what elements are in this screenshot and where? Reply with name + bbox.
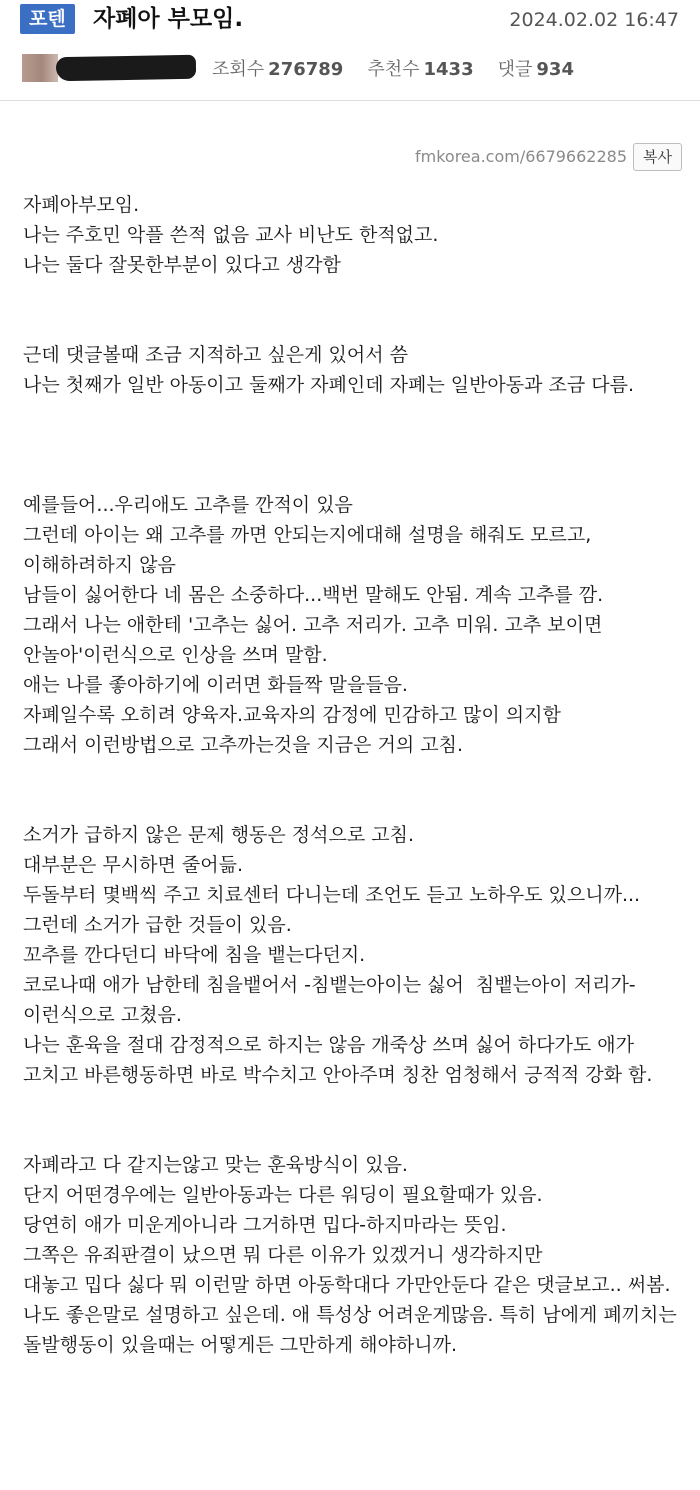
post-meta xyxy=(0,48,700,92)
blank-line xyxy=(23,460,693,490)
comments-stat[interactable] xyxy=(498,59,574,80)
body-line: 자폐라고 다 같지는않고 맞는 훈육방식이 있음. xyxy=(23,1154,408,1176)
post-content xyxy=(23,190,693,1360)
body-line: 나는 둘다 잘못한부분이 있다고 생각함 xyxy=(23,254,341,276)
category-badge[interactable]: 포텐 xyxy=(20,4,75,34)
body-line: 꼬추를 깐다던디 바닥에 침을 뱉는다던지. xyxy=(23,944,366,966)
body-line: 애는 나를 좋아하기에 이러면 화들짝 말을들음. xyxy=(23,674,408,696)
recommends-label: 추천수 xyxy=(367,59,420,80)
blank-line xyxy=(23,280,693,310)
body-line: 자폐일수록 오히려 양육자.교육자의 감정에 민감하고 많이 의지함 xyxy=(23,704,561,726)
views-label: 조회수 xyxy=(212,59,265,80)
post-title: 자폐아 부모임. xyxy=(93,6,244,32)
body-line: 대부분은 무시하면 줄어듦. xyxy=(23,854,244,876)
post-date: 2024.02.02 16:47 xyxy=(509,9,679,31)
body-line: 두돌부터 몇백씩 주고 치료센터 다니는데 조언도 듣고 노하우도 있으니까... xyxy=(23,884,641,906)
body-line: 나는 첫째가 일반 아동이고 둘째가 자폐인데 자폐는 일반아동과 조금 다름. xyxy=(23,374,635,396)
comments-count: 934 xyxy=(536,59,574,80)
body-line: 나는 훈육을 절대 감정적으로 하지는 않음 개죽상 쓰며 싫어 하다가도 애가 고치고 바른행동하면 바로 박수치고 안아주며 칭찬 엄청해서 긍적적 강화 함. xyxy=(23,1034,653,1086)
blank-line xyxy=(23,760,693,790)
body-line: 그래서 나는 애한테 '고추는 싫어. 고추 저리가. 고추 미워. 고추 보이면 안놀아'이런식으로 인상을 쓰며 말함. xyxy=(23,614,609,666)
blank-line xyxy=(23,310,693,340)
header-divider xyxy=(0,100,700,101)
blank-line xyxy=(23,790,693,820)
post-stats xyxy=(212,56,598,84)
post-header xyxy=(0,0,700,44)
comments-label: 댓글 xyxy=(497,59,533,80)
body-line: 나도 좋은말로 설명하고 싶은데. 애 특성상 어려운게많음. 특히 남에게 폐끼치는 돌발행동이 있을때는 어떻게든 그만하게 해야하니까. xyxy=(23,1304,683,1356)
body-line: 남들이 싫어한다 네 몸은 소중하다...백번 말해도 안됨. 계속 고추를 깜. xyxy=(23,584,604,606)
body-line: 나는 주호민 악플 쓴적 없음 교사 비난도 한적없고. xyxy=(23,224,439,246)
body-line: 그쪽은 유죄판결이 났으면 뭐 다른 이유가 있겠거니 생각하지만 xyxy=(23,1244,543,1266)
permalink-url[interactable]: fmkorea.com/6679662285 xyxy=(414,147,628,166)
views-stat xyxy=(212,59,343,80)
views-count: 276789 xyxy=(268,59,344,80)
avatar[interactable] xyxy=(22,54,58,82)
body-line: 그래서 이런방법으로 고추까는것을 지금은 거의 고침. xyxy=(23,734,464,756)
author-name-redacted xyxy=(56,55,196,81)
body-line: 자폐아부모임. xyxy=(23,194,140,216)
permalink-row xyxy=(415,143,682,173)
body-line: 대놓고 밉다 싫다 뭐 이런말 하면 아동학대다 가만안둔다 같은 댓글보고.. 써봄. xyxy=(23,1274,671,1296)
body-line: 당연히 애가 미운게아니라 그거하면 밉다-하지마라는 뜻임. xyxy=(23,1214,507,1236)
blank-line xyxy=(23,430,693,460)
blank-line xyxy=(23,1120,693,1150)
body-line: 단지 어떤경우에는 일반아동과는 다른 워딩이 필요할때가 있음. xyxy=(23,1184,543,1206)
body-line: 소거가 급하지 않은 문제 행동은 정석으로 고침. xyxy=(23,824,415,846)
blank-line xyxy=(23,1090,693,1120)
recommends-stat xyxy=(367,59,473,80)
body-line: 그런데 소거가 급한 것들이 있음. xyxy=(23,914,292,936)
recommends-count: 1433 xyxy=(423,59,474,80)
body-line: 코로나때 애가 남한테 침을뱉어서 -침뱉는아이는 싫어 침뱉는아이 저리가-이런식으로 고쳤음. xyxy=(23,974,636,1026)
blank-line xyxy=(23,400,693,430)
body-line: 그런데 아이는 왜 고추를 까면 안되는지에대해 설명을 해줘도 모르고, 이해하려하지 않음 xyxy=(23,524,598,576)
copy-button[interactable]: 복사 xyxy=(633,143,682,171)
body-line: 근데 댓글볼때 조금 지적하고 싶은게 있어서 씀 xyxy=(23,344,408,366)
body-line: 예를들어...우리애도 고추를 깐적이 있음 xyxy=(23,494,353,516)
